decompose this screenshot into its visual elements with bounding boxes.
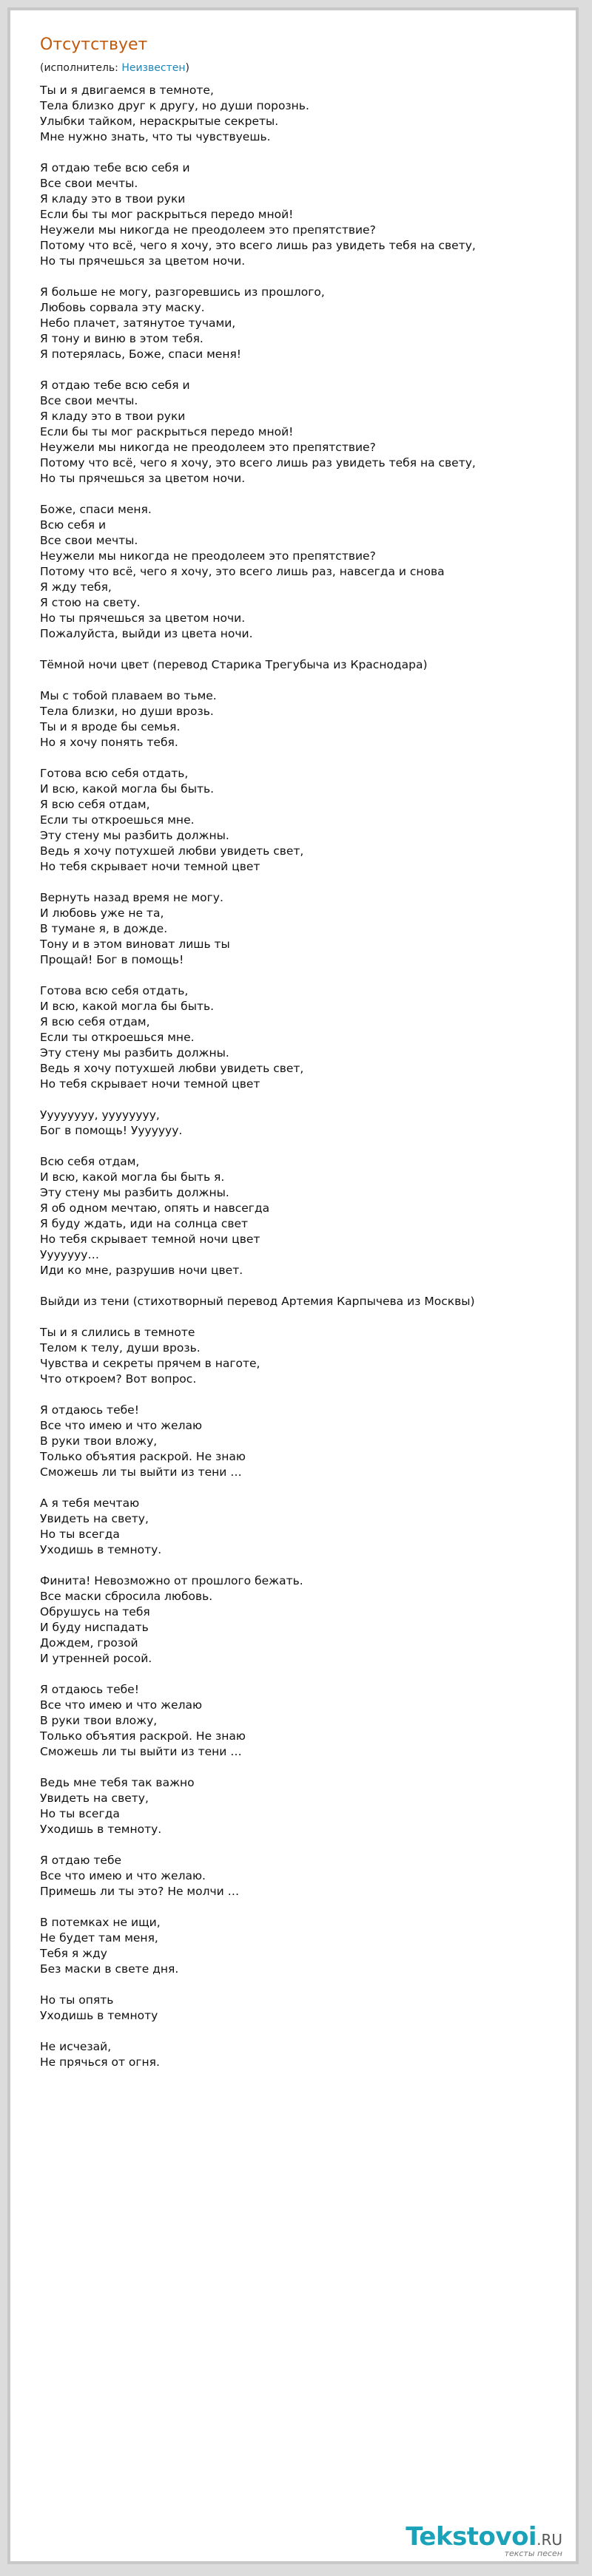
lyric-line: Если бы ты мог раскрыться передо мной!: [40, 425, 294, 438]
lyric-line: Обрушусь на тебя: [40, 1605, 150, 1619]
artist-prefix: (исполнитель:: [40, 62, 122, 74]
lyric-line: Тёмной ночи цвет (перевод Старика Трегубыча из Краснодара): [40, 658, 428, 671]
lyric-line: Я тону и виню в этом тебя.: [40, 332, 204, 345]
lyric-line: Я отдаюсь тебе!: [40, 1683, 139, 1696]
stanza-gap: [40, 487, 580, 502]
lyric-line: Всю себя и: [40, 518, 107, 532]
lyric-line: Потому что всё, чего я хочу, это всего лишь раз увидеть тебя на свету,: [40, 456, 476, 470]
lyric-line: Эту стену мы разбить должны.: [40, 1186, 229, 1199]
lyrics-body: [40, 83, 580, 2070]
lyric-line: И всю, какой могла бы быть.: [40, 1000, 215, 1013]
lyric-line: Все маски сбросила любовь.: [40, 1590, 213, 1603]
lyric-line: Потому что всё, чего я хочу, это всего лишь раз увидеть тебя на свету,: [40, 239, 476, 252]
lyric-line: Я отдаю тебе всю себя и: [40, 161, 190, 174]
lyric-line: Ты и я двигаемся в темноте,: [40, 84, 214, 97]
lyric-line: Пожалуйста, выйди из цвета ночи.: [40, 627, 253, 640]
stanza-gap: [40, 1139, 580, 1154]
lyric-line: Я об одном мечтаю, опять и навсегда: [40, 1201, 270, 1215]
lyric-line: Финита! Невозможно от прошлого бежать.: [40, 1574, 303, 1587]
lyric-line: Телом к телу, души врозь.: [40, 1341, 201, 1355]
stanza-gap: [40, 1899, 580, 1915]
lyric-line: Я отдаю тебе: [40, 1854, 122, 1867]
lyric-line: Все что имею и что желаю.: [40, 1869, 206, 1882]
lyric-line: Эту стену мы разбить должны.: [40, 1046, 229, 1060]
lyric-line: Но я хочу понять тебя.: [40, 736, 178, 749]
lyric-line: Все что имею и что желаю: [40, 1698, 203, 1712]
stanza-gap: [40, 1278, 580, 1294]
lyric-line: Все что имею и что желаю: [40, 1419, 203, 1432]
lyric-line: Все свои мечты.: [40, 177, 138, 190]
lyric-line: Ты и я вроде бы семья.: [40, 720, 181, 733]
lyric-line: Боже, спаси меня.: [40, 503, 152, 516]
lyric-line: Все свои мечты.: [40, 534, 138, 547]
lyric-line: Эту стену мы разбить должны.: [40, 829, 229, 842]
lyric-line: Ууууууу…: [40, 1248, 99, 1261]
lyric-line: Неужели мы никогда не преодолеем это препятствие?: [40, 549, 376, 563]
logo-domain: .RU: [536, 2531, 562, 2549]
logo-wordmark: Tekstovoi: [406, 2522, 537, 2552]
lyric-line: Только объятия раскрой. Не знаю: [40, 1729, 246, 1743]
lyric-line: Но тебя скрывает ночи темной цвет: [40, 1077, 260, 1091]
lyric-line: Ведь мне тебя так важно: [40, 1776, 195, 1789]
lyric-line: Но ты всегда: [40, 1528, 120, 1541]
lyric-line: Но ты прячешься за цветом ночи.: [40, 611, 246, 625]
lyric-line: Но тебя скрывает темной ночи цвет: [40, 1233, 260, 1246]
lyric-line: Небо плачет, затянутое тучами,: [40, 316, 236, 330]
lyric-line: В потемках не ищи,: [40, 1916, 161, 1929]
stanza-gap: [40, 673, 580, 688]
stanza-gap: [40, 145, 580, 160]
artist-suffix: ): [185, 62, 189, 74]
logo-tagline: тексты песен: [504, 2549, 562, 2558]
lyric-line: Бог в помощь! Ууууууу.: [40, 1124, 183, 1137]
lyric-line: Готова всю себя отдать,: [40, 767, 189, 780]
lyric-line: И утренней росой.: [40, 1652, 152, 1665]
lyric-line: Если ты откроешься мне.: [40, 813, 195, 827]
lyric-line: Не исчезай,: [40, 2040, 112, 2053]
lyric-line: Потому что всё, чего я хочу, это всего лишь раз, навсегда и снова: [40, 565, 445, 578]
lyric-line: И всю, какой могла бы быть.: [40, 782, 215, 796]
lyric-line: Чувства и секреты прячем в наготе,: [40, 1357, 260, 1370]
lyric-line: Я буду ждать, иди на солнца свет: [40, 1217, 249, 1230]
lyric-line: Мне нужно знать, что ты чувствуешь.: [40, 130, 271, 143]
artist-line: [40, 62, 189, 74]
lyric-line: И буду ниспадать: [40, 1621, 149, 1634]
lyric-line: Все свои мечты.: [40, 394, 138, 407]
lyric-line: Я потерялась, Боже, спаси меня!: [40, 348, 242, 361]
artist-link[interactable]: Неизвестен: [121, 62, 186, 74]
lyric-line: Тела близки, но души врозь.: [40, 705, 214, 718]
song-title: Отсутствует: [40, 35, 148, 54]
stanza-gap: [40, 1837, 580, 1853]
lyric-line: Дождем, грозой: [40, 1636, 138, 1650]
lyric-line: Ведь я хочу потухшей любви увидеть свет,: [40, 1062, 304, 1075]
lyric-line: Без маски в свете дня.: [40, 1962, 179, 1976]
lyric-line: Я всю себя отдам,: [40, 798, 150, 811]
lyric-line: Увидеть на свету,: [40, 1792, 149, 1805]
lyric-line: Только объятия раскрой. Не знаю: [40, 1450, 246, 1463]
lyric-line: Готова всю себя отдать,: [40, 984, 189, 997]
stanza-gap: [40, 269, 580, 285]
lyric-line: Тебя я жду: [40, 1947, 107, 1960]
stanza-gap: [40, 750, 580, 766]
lyric-line: Я отдаюсь тебе!: [40, 1403, 139, 1417]
stanza-gap: [40, 1387, 580, 1403]
stanza-gap: [40, 1760, 580, 1775]
site-logo[interactable]: [406, 2522, 562, 2558]
lyric-line: Я больше не могу, разгоревшись из прошлого,: [40, 285, 325, 299]
lyric-line: Уууууууу, уууууууу,: [40, 1108, 160, 1122]
lyric-line: Уходишь в темноту.: [40, 1543, 162, 1556]
lyric-line: А я тебя мечтаю: [40, 1497, 140, 1510]
lyric-line: Если ты откроешься мне.: [40, 1031, 195, 1044]
stanza-gap: [40, 875, 580, 890]
lyric-line: Не прячься от огня.: [40, 2055, 160, 2069]
lyric-line: Неужели мы никогда не преодолеем это препятствие?: [40, 223, 376, 237]
lyric-line: Но ты опять: [40, 1993, 114, 2007]
lyric-line: Уходишь в темноту.: [40, 1823, 162, 1836]
stanza-gap: [40, 1480, 580, 1496]
stanza-gap: [40, 362, 580, 378]
lyric-line: Я всю себя отдам,: [40, 1015, 150, 1028]
lyric-line: Мы с тобой плаваем во тьме.: [40, 689, 217, 702]
lyric-line: Выйди из тени (стихотворный перевод Артемия Карпычева из Москвы): [40, 1295, 475, 1308]
lyric-line: Тела близко друг к другу, но души порознь.: [40, 99, 309, 112]
lyric-line: Неужели мы никогда не преодолеем это препятствие?: [40, 441, 376, 454]
lyric-line: Прощай! Бог в помощь!: [40, 953, 184, 966]
lyric-line: Я жду тебя,: [40, 580, 112, 594]
lyric-line: Если бы ты мог раскрыться передо мной!: [40, 208, 294, 221]
lyric-line: Я стою на свету.: [40, 596, 141, 609]
stanza-gap: [40, 1092, 580, 1108]
stanza-gap: [40, 642, 580, 657]
page-frame: [7, 7, 579, 2564]
stanza-gap: [40, 968, 580, 983]
lyric-line: Тону и в этом виноват лишь ты: [40, 938, 230, 951]
lyric-line: Вернуть назад время не могу.: [40, 891, 223, 904]
lyric-line: Уходишь в темноту: [40, 2009, 158, 2022]
lyric-line: Я кладу это в твои руки: [40, 410, 186, 423]
lyric-line: Иди ко мне, разрушив ночи цвет.: [40, 1264, 243, 1277]
stanza-gap: [40, 2024, 580, 2039]
lyric-line: Любовь сорвала эту маску.: [40, 301, 205, 314]
lyric-line: Всю себя отдам,: [40, 1155, 140, 1168]
lyric-line: Улыбки тайком, нераскрытые секреты.: [40, 115, 279, 128]
lyric-line: Сможешь ли ты выйти из тени …: [40, 1745, 242, 1758]
lyric-line: Что откроем? Вот вопрос.: [40, 1372, 197, 1386]
lyric-line: В руки твои вложу,: [40, 1434, 158, 1448]
stanza-gap: [40, 1309, 580, 1325]
lyric-line: Я отдаю тебе всю себя и: [40, 379, 190, 392]
lyric-line: И любовь уже не та,: [40, 906, 164, 920]
lyric-line: Сможешь ли ты выйти из тени …: [40, 1465, 242, 1479]
lyric-line: Не будет там меня,: [40, 1931, 158, 1945]
lyric-line: Ты и я слились в темноте: [40, 1326, 195, 1339]
lyric-line: Но ты прячешься за цветом ночи.: [40, 254, 246, 268]
lyric-line: В руки твои вложу,: [40, 1714, 158, 1727]
stanza-gap: [40, 1977, 580, 1993]
lyric-line: В тумане я, в дожде.: [40, 922, 168, 935]
lyric-line: Но тебя скрывает ночи темной цвет: [40, 860, 260, 873]
lyric-line: Ведь я хочу потухшей любви увидеть свет,: [40, 844, 304, 858]
lyric-line: Примешь ли ты это? Не молчи …: [40, 1885, 240, 1898]
lyric-line: И всю, какой могла бы быть я.: [40, 1170, 225, 1184]
lyric-line: Я кладу это в твои руки: [40, 192, 186, 206]
lyric-line: Но ты всегда: [40, 1807, 120, 1820]
lyric-line: Увидеть на свету,: [40, 1512, 149, 1525]
lyric-line: Но ты прячешься за цветом ночи.: [40, 472, 246, 485]
stanza-gap: [40, 1558, 580, 1573]
stanza-gap: [40, 1667, 580, 1682]
